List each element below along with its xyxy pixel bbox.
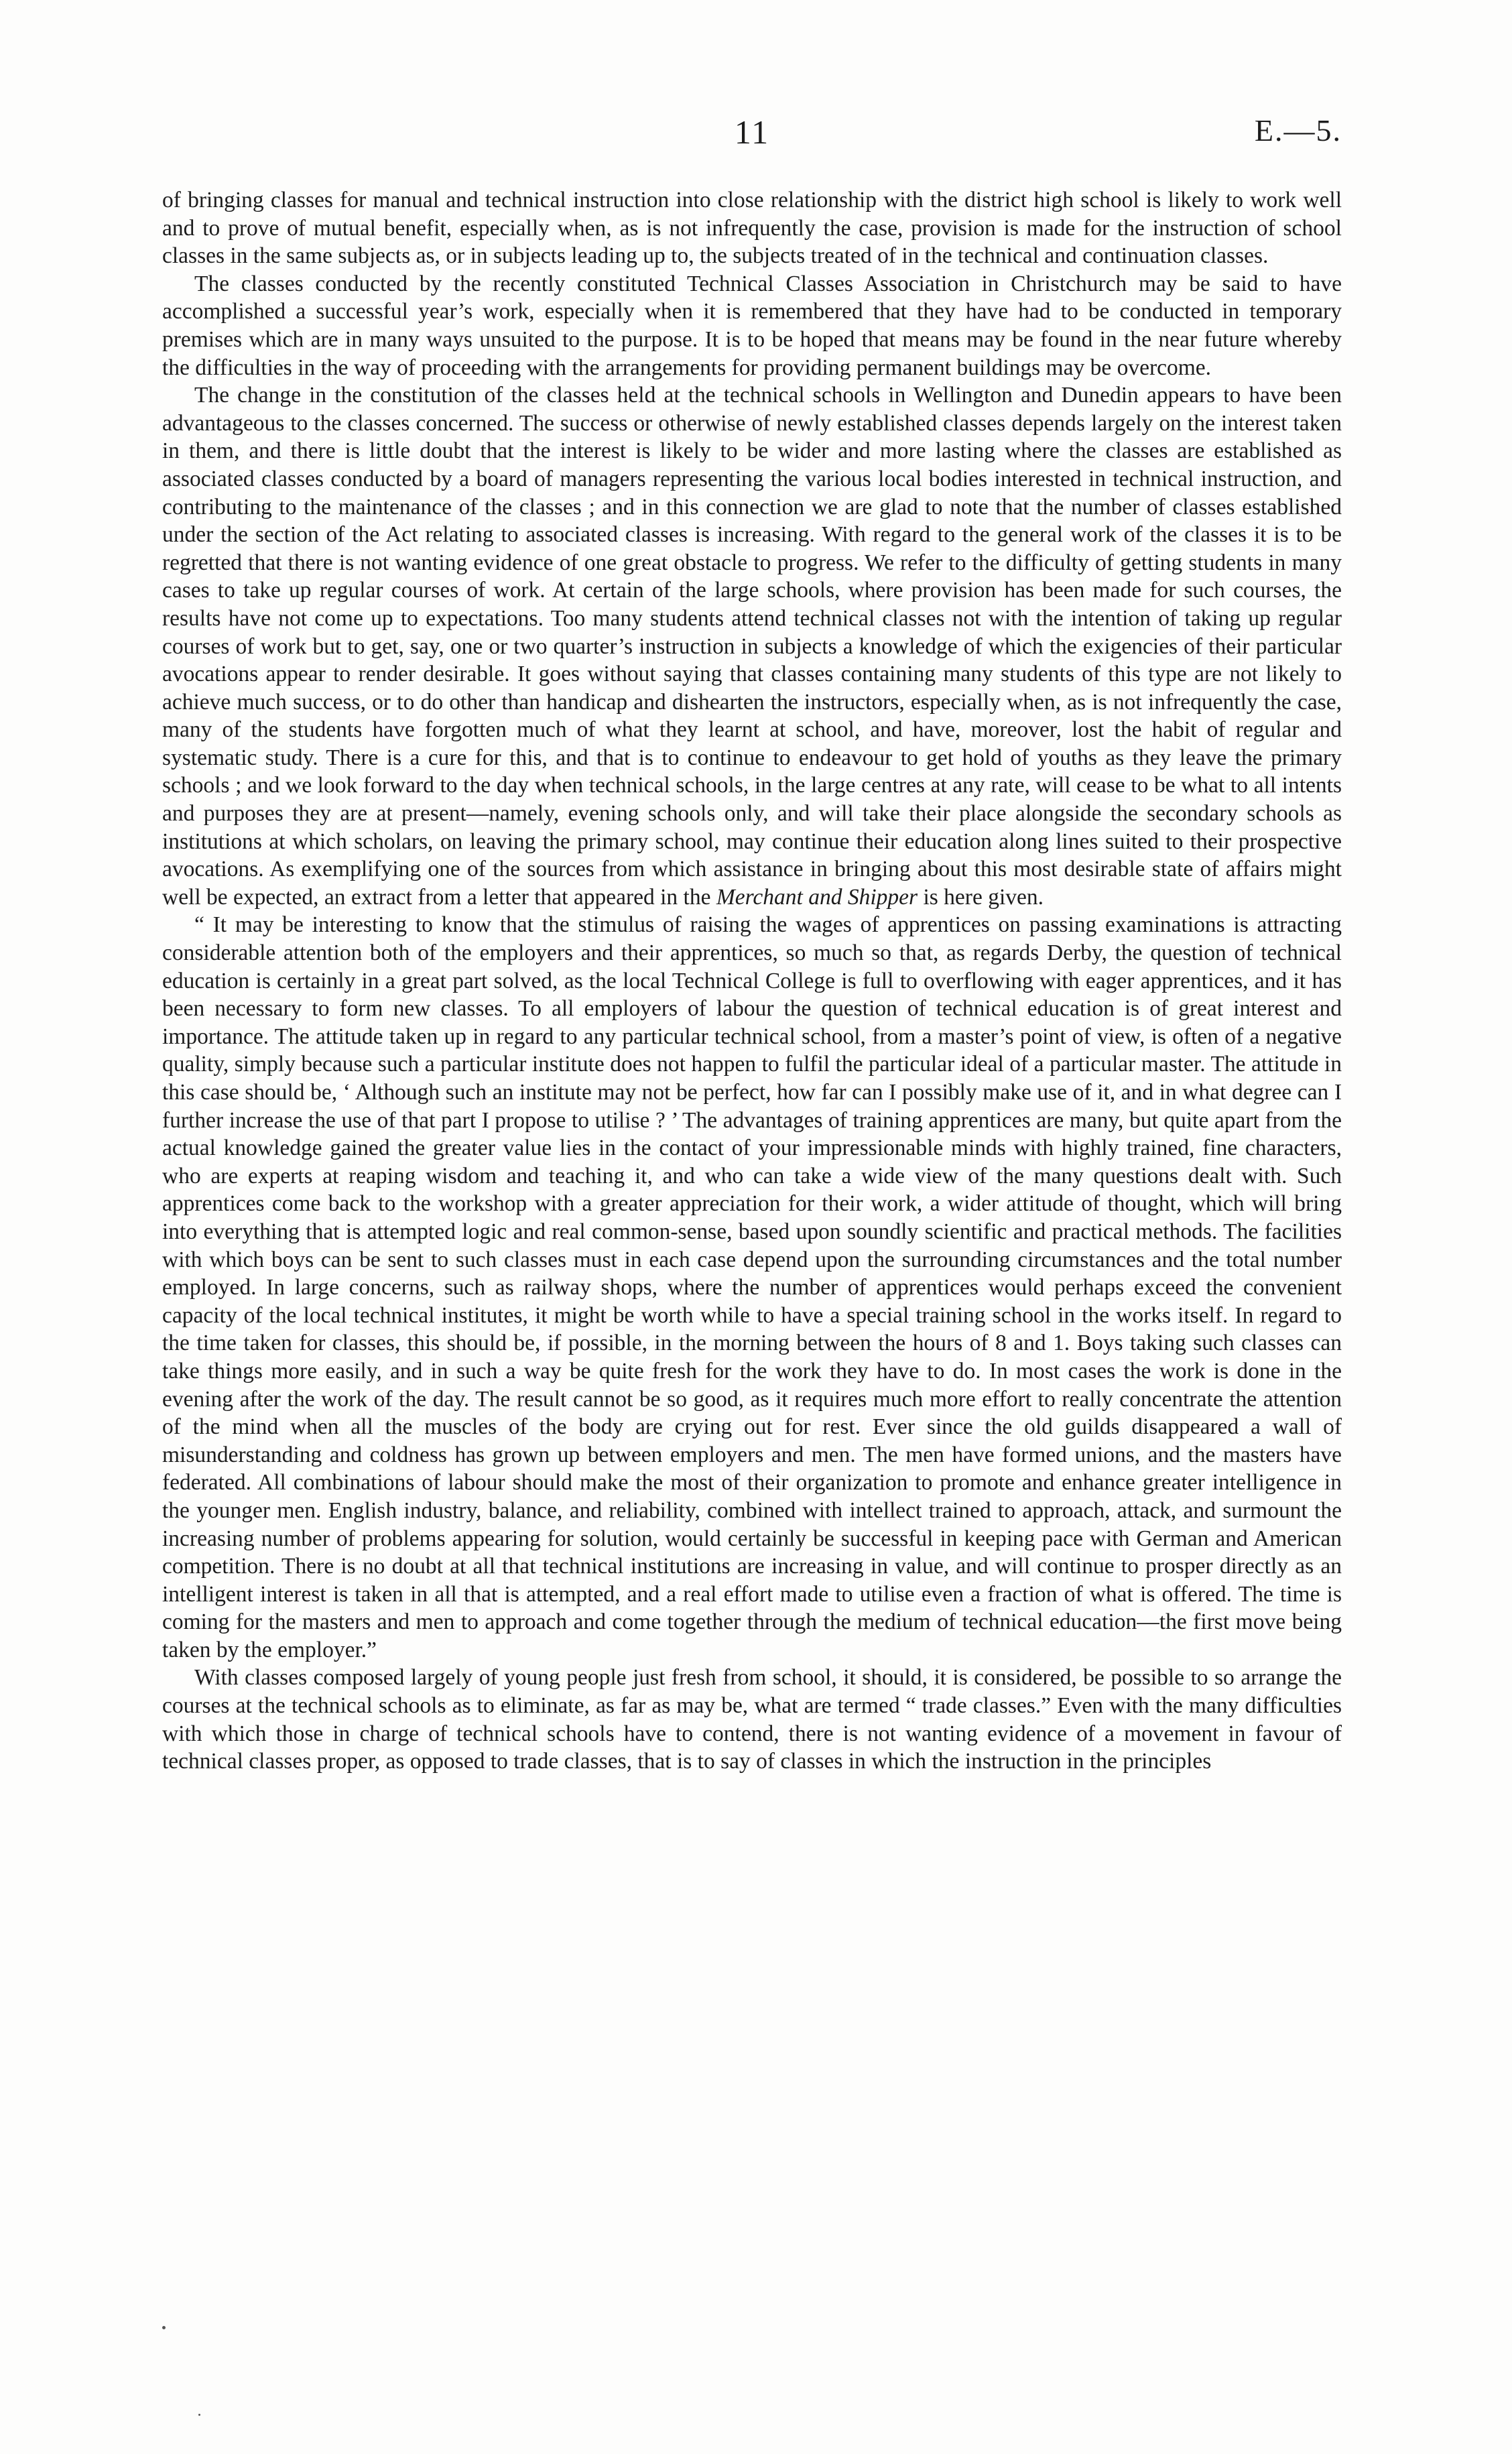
paragraph-christchurch: The classes conducted by the recently constituted Technical Classes Association in Christchurch may be said to have accomplished a successful year’s work, especially when it is remembered that they have had to be conducted in temporary premises which are in many ways unsuited to the purpose. It is to be hoped that means may be found in the near future whereby the difficulties in the way of proceeding with the arrangements for providing permanent buildings may be overcome.: [162, 271, 1342, 380]
paragraph-text: The change in the constitution of the classes held at the technical schools in Wellington and Dunedin appears to have been advantageous to the classes concerned. The success or otherwise of newly established classes depends largely on the interest taken in them, and there is little doubt that the interest is likely to be wider and more lasting where the classes are established as associated classes conducted by a board of managers representing the various local bodies interested in technical instruction, and contributing to the maintenance of the classes ; and in this connection we are glad to note that the number of classes established under the section of the Act relating to associated classes is increasing. With regard to the general work of the classes it is to be regretted that there is not wanting evidence of one great obstacle to progress. We refer to the difficulty of getting students in many cases to take up regular courses of work. At certain of the large schools, where provision has been made for such courses, the results have not come up to expectations. Too many students attend technical classes not with the intention of taking up regular courses of work but to get, say, one or two quarter’s instruction in subjects a knowledge of which the exigencies of their particular avocations appear to render desirable. It goes without saying that classes containing many students of this type are not likely to achieve much success, or to do other than handicap and dishearten the instructors, especially when, as is not infrequently the case, many of the students have forgotten much of what they learnt at school, and have, moreover, lost the habit of regular and systematic study. There is a cure for this, and that is to continue to endeavour to get hold of youths as they leave the primary schools ; and we look forward to the day when technical schools, in the large centres at any rate, will cease to be what to all intents and purposes they are at present—namely, evening schools only, and will take their place alongside the secondary schools as institutions at which scholars, on leaving the primary school, may continue their education along lines suited to their prospective avocations. As exemplifying one of the sources from which assistance in bringing about this most desirable state of affairs might well be expected, an extract from a letter that appeared in the: [162, 383, 1342, 910]
paragraph-wellington-dunedin: [162, 381, 1342, 911]
paragraph-trade-classes: With classes composed largely of young people just fresh from school, it should, it is considered, be possible to so arrange the courses at the technical schools as to eliminate, as far as may be, what are termed “ trade classes.” Even with the many difficulties with which those in charge of technical schools have to contend, there is not wanting evidence of a movement in favour of technical classes proper, as opposed to trade classes, that is to say of classes in which the instruction in the principles: [162, 1665, 1342, 1774]
paragraph-quotation: “ It may be interesting to know that the stimulus of raising the wages of apprentices on passing examinations is attracting considerable attention both of the employers and their apprentices, so much so that, as regards Derby, the question of technical education is certainly in a great part solved, as the local Technical College is full to overflowing with eager apprentices, and it has been necessary to form new classes. To all employers of labour the question of technical education is of great interest and importance. The attitude taken up in regard to any particular technical school, from a master’s point of view, is often of a negative quality, simply because such a particular institute does not happen to fulfil the particular ideal of a particular master. The attitude in this case should be, ‘ Although such an institute may not be perfect, how far can I possibly make use of it, and in what degree can I further increase the use of that part I propose to utilise ? ’ The advantages of training apprentices are many, but quite apart from the actual knowledge gained the greater value lies in the contact of your impressionable minds with highly trained, fine characters, who are experts at reaping wisdom and teaching it, and who can take a wide view of the many questions dealt with. Such apprentices come back to the workshop with a greater appreciation for their work, a wider attitude of thought, which will bring into everything that is attempted logic and real common-sense, based upon soundly scientific and practical methods. The facilities with which boys can be sent to such classes must in each case depend upon the surrounding circumstances and the total number employed. In large concerns, such as railway shops, where the number of apprentices would perhaps exceed the convenient capacity of the local technical institutes, it might be worth while to have a special training school in the works itself. In regard to the time taken for classes, this should be, if possible, in the morning between the hours of 8 and 1. Boys taking such classes can take things more easily, and in such a way be quite fresh for the work they have to do. In most cases the work is done in the evening after the work of the day. The result cannot be so good, as it requires much more effort to really concentrate the attention of the mind when all the muscles of the body are crying out for rest. Ever since the old guilds disappeared a wall of misunderstanding and coldness has grown up between employers and men. The men have formed unions, and the masters have federated. All combinations of labour should make the most of their organization to promote and enhance greater intelligence in the younger men. English industry, balance, and reliability, combined with intellect trained to approach, attack, and surmount the increasing number of problems appearing for solution, would certainly be successful in keeping pace with German and American competition. There is no doubt at all that technical institutions are increasing in value, and will continue to prosper directly as an intelligent interest is taken in all that is attempted, and a real effort made to utilise even a fraction of what is offered. The time is coming for the masters and men to approach and come together through the medium of technical education—the first move being taken by the employer.”: [162, 912, 1342, 1662]
paragraph-continuation: of bringing classes for manual and technical instruction into close relationship with the district high school is likely to work well and to prove of mutual benefit, especially when, as is not infrequently the case, provision is made for the instruction of school classes in the same subjects as, or in subjects leading up to, the subjects treated of in the technical and continuation classes.: [162, 188, 1342, 269]
publication-title: Merchant and Shipper: [716, 884, 918, 910]
scan-speck: [198, 2414, 200, 2416]
document-body: [162, 186, 1342, 1776]
scan-speck: [162, 2326, 166, 2329]
page-header: [162, 113, 1342, 166]
page-number: 11: [734, 113, 770, 151]
paragraph-text-end: is here given.: [918, 884, 1044, 910]
report-code: E.—5.: [1254, 113, 1342, 147]
